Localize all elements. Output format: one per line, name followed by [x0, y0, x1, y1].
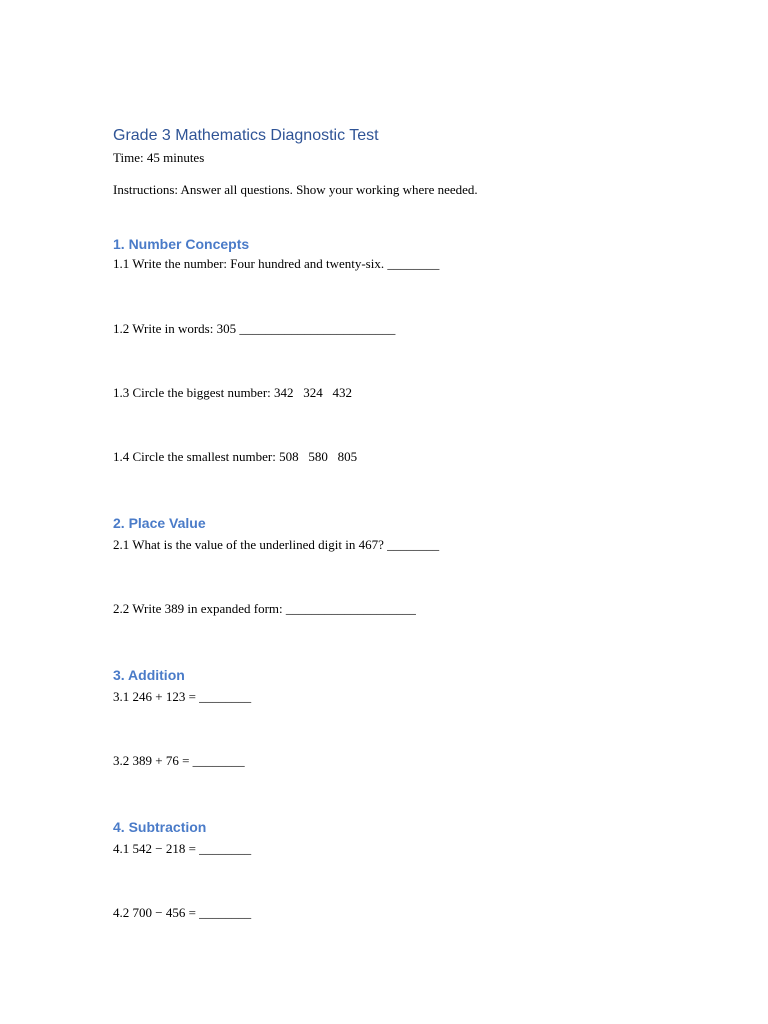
question-1-4: 1.4 Circle the smallest number: 508 580 805 [113, 449, 358, 464]
question-2-2: 2.2 Write 389 in expanded form: ____________________ [113, 601, 416, 616]
section-heading: 1. Number Concepts [113, 236, 250, 252]
document-title: Grade 3 Mathematics Diagnostic Test [113, 127, 379, 144]
question-1-1: 1.1 Write the number: Four hundred and twenty-six. ________ [113, 256, 440, 271]
question-4-1: 4.1 542 − 218 = ________ [113, 841, 252, 856]
section-number-concepts [113, 234, 673, 273]
question-3-1: 3.1 246 + 123 = ________ [113, 689, 252, 704]
section-heading-addition: 3. Addition [113, 667, 185, 683]
time-limit: Time: 45 minutes [113, 150, 205, 165]
question-2-1: 2.1 What is the value of the underlined digit in 467? ________ [113, 537, 440, 552]
question-1-2: 1.2 Write in words: 305 ________________________ [113, 321, 396, 336]
document-content [113, 124, 673, 920]
section-heading-subtraction: 4. Subtraction [113, 819, 207, 835]
question-4-2: 4.2 700 − 456 = ________ [113, 905, 252, 920]
instructions: Instructions: Answer all questions. Show your working where needed. [113, 182, 478, 197]
section-heading-place-value: 2. Place Value [113, 515, 206, 531]
question-3-2: 3.2 389 + 76 = ________ [113, 753, 245, 768]
question-1-3: 1.3 Circle the biggest number: 342 324 432 [113, 385, 353, 400]
